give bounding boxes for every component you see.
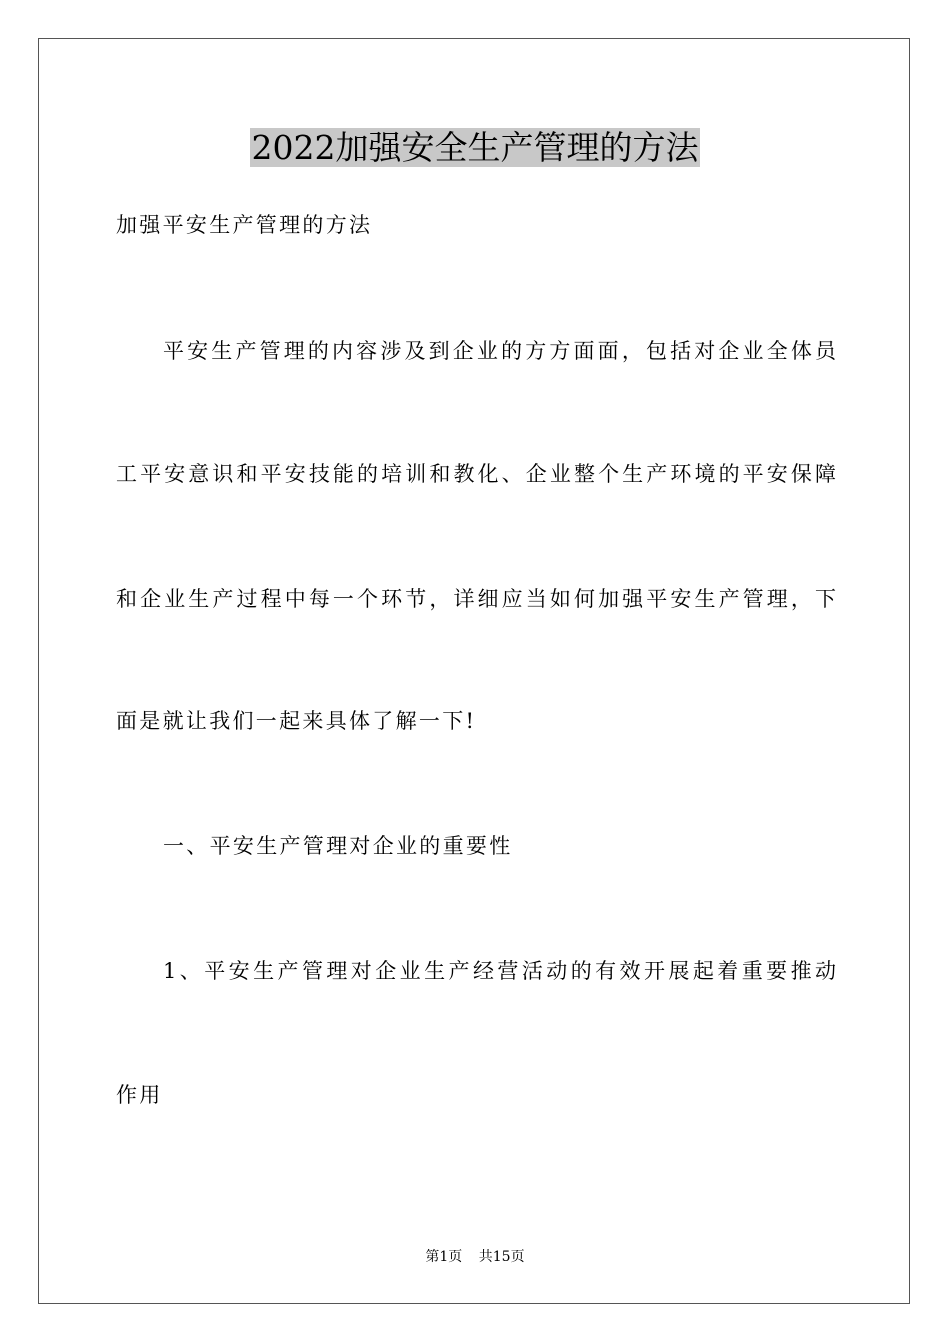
paragraph-line: 平安生产管理的内容涉及到企业的方方面面，包括对企业全体员: [163, 339, 836, 363]
page-footer: [0, 1248, 950, 1266]
total-pages: 共15页: [478, 1249, 525, 1265]
page-number: 第1页: [425, 1249, 463, 1265]
document-title: [0, 126, 950, 170]
document-subtitle: 加强平安生产管理的方法: [116, 213, 373, 237]
paragraph-line: 工平安意识和平安技能的培训和教化、企业整个生产环境的平安保障: [116, 462, 836, 486]
paragraph-line: 面是就让我们一起来具体了解一下!: [116, 709, 477, 733]
list-item-line: 1、平安生产管理对企业生产经营活动的有效开展起着重要推动: [163, 959, 836, 983]
section-heading: 一、平安生产管理对企业的重要性: [163, 834, 513, 858]
list-item-line: 作用: [116, 1083, 163, 1107]
document-title-text: 2022加强安全生产管理的方法: [251, 128, 699, 167]
paragraph-line: 和企业生产过程中每一个环节，详细应当如何加强平安生产管理，下: [116, 587, 836, 611]
